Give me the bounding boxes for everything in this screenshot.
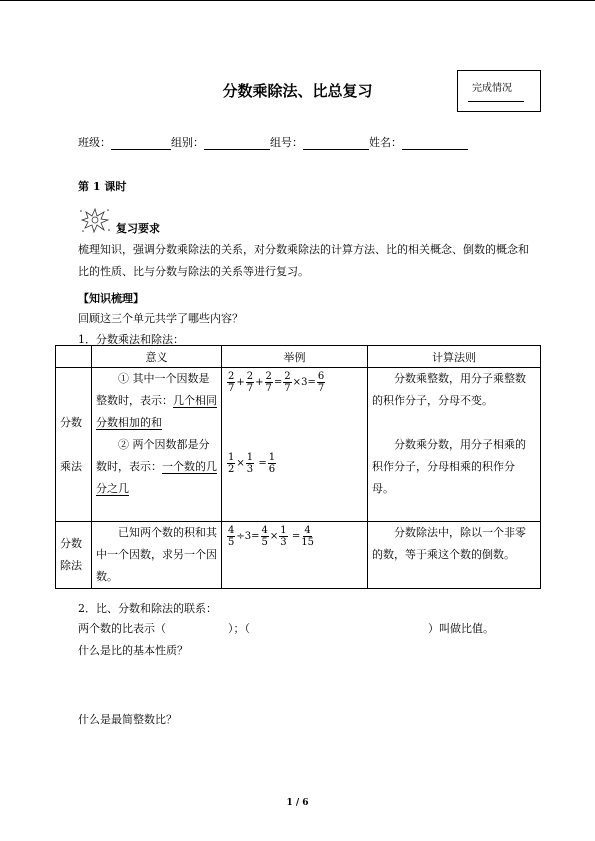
division-example <box>222 522 368 589</box>
mul-meaning-1-text: ① 其中一个因数是整数时，表示： <box>96 372 210 407</box>
header-example: 举例 <box>222 346 368 368</box>
table-row-division <box>56 522 541 589</box>
decorative-sparkle-icon <box>78 206 112 234</box>
division-meaning: 已知两个数的积和其中一个因数，求另一个因数。 <box>92 522 222 589</box>
intro-text: 梳理知识，强调分数乘除法的关系，对分数乘除法的计算方法、比的相关概念、倒数的概念和比的性质、比与分数与除法的关系等进行复习。 <box>78 243 529 278</box>
division-label: 分数 除法 <box>56 522 92 589</box>
mul-meaning-2-answer: 一个数的几分之几 <box>96 460 217 495</box>
ratio-line: 两个数的比表示（ ）；（ ）叫做比值。 <box>78 622 494 635</box>
mul-rule-2: 分数乘分数，用分子相乘的积作分子，分母相乘的积作分母。 <box>372 438 526 495</box>
table-header-row <box>56 346 541 368</box>
mul-example-1: $\frac{2}{7}$ + $\frac{2}{7}$ + $\frac{2}{7}$ = $\frac{2}{7}$ ×3= $\frac{6}{7}$ <box>228 371 325 394</box>
class-label: 班级： <box>78 136 111 149</box>
review-question: 回顾这三个单元共学了哪些内容？ <box>78 312 243 325</box>
completion-status-box <box>457 70 541 112</box>
group-blank[interactable] <box>204 137 270 150</box>
mul-meaning-2-text: ② 两个因数都是分数时，表示： <box>96 438 210 473</box>
multiplication-examples <box>222 368 368 522</box>
name-label: 姓名： <box>369 136 402 149</box>
multiplication-rules <box>368 368 541 522</box>
multiplication-meaning <box>92 368 222 522</box>
intro-paragraph <box>78 239 536 283</box>
fraction-operations-table <box>55 345 541 589</box>
group-label: 组别： <box>171 136 204 149</box>
group-no-blank[interactable] <box>303 137 369 150</box>
header-rule: 计算法则 <box>368 346 541 368</box>
student-info-row <box>78 134 468 150</box>
mul-example-2: $\frac{1}{2}$ × $\frac{1}{3}$ = $\frac{1}{6}$ <box>228 452 276 475</box>
table-row-multiplication <box>56 368 541 522</box>
section-header: 【知识梳理】 <box>78 292 144 305</box>
header-empty <box>56 346 92 368</box>
division-rule: 分数除法中，除以一个非零的数，等于乘这个数的倒数。 <box>368 522 541 589</box>
class-blank[interactable] <box>111 137 171 150</box>
item-2-heading: 2．比、分数和除法的联系： <box>78 602 217 615</box>
mul-rule-1: 分数乘整数，用分子乘整数的积作分子，分母不变。 <box>372 372 526 407</box>
question-basic-property: 什么是比的基本性质？ <box>78 644 188 657</box>
completion-status-label: 完成情况 <box>472 83 512 94</box>
review-requirement-heading: 复习要求 <box>116 222 160 235</box>
name-blank[interactable] <box>402 137 468 150</box>
top-rule <box>0 0 595 1</box>
mul-meaning-1-answer: 几个相同分数相加的和 <box>96 394 217 429</box>
item-1-heading: 1．分数乘法和除法： <box>78 333 184 346</box>
page-title: 分数乘除法、比总复习 <box>222 82 373 100</box>
header-meaning: 意义 <box>92 346 222 368</box>
multiplication-label: 分数 乘法 <box>56 368 92 522</box>
lesson-heading: 第 1 课时 <box>78 180 127 193</box>
completion-status-blank[interactable] <box>468 101 524 102</box>
group-no-label: 组号： <box>270 136 303 149</box>
page-number: 1 / 6 <box>286 798 309 808</box>
div-example: $\frac{4}{5}$ ÷3= $\frac{4}{5}$ × $\frac{1}{3}$ = $\frac{4}{15}$ <box>228 525 314 548</box>
question-simplest-ratio: 什么是最简整数比？ <box>78 713 177 726</box>
